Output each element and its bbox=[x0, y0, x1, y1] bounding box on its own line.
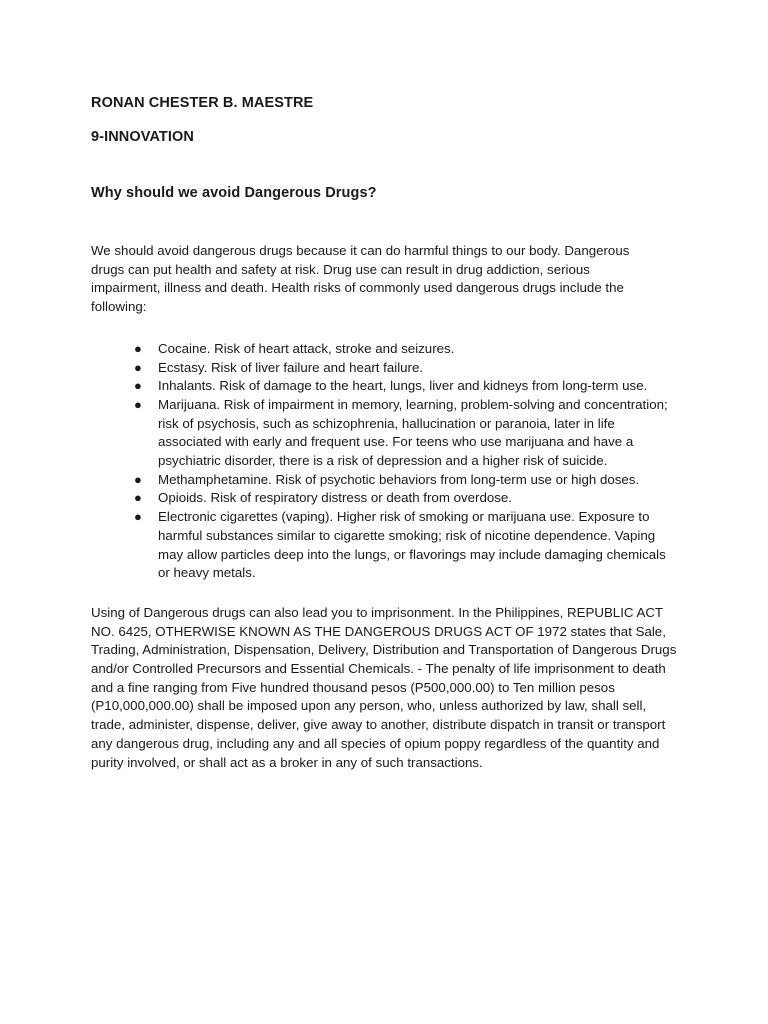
essay-title: Why should we avoid Dangerous Drugs? bbox=[91, 185, 377, 201]
list-item bbox=[91, 359, 681, 378]
drug-risk-list bbox=[91, 340, 681, 583]
list-item bbox=[91, 489, 681, 508]
list-item-text: Marijuana. Risk of impairment in memory, learning, problem-solving and concentration; risk of psychosis, such as schizophrenia, hallucination or paranoia, later in life associated with early and frequent use. For teens who use marijuana and have a psychiatric disorder, there is a risk of depression and a higher risk of suicide. bbox=[158, 396, 668, 469]
document-content bbox=[91, 93, 691, 772]
bullet-icon: ● bbox=[134, 471, 142, 487]
bullet-icon: ● bbox=[134, 490, 142, 506]
list-item bbox=[91, 340, 681, 359]
list-item bbox=[91, 396, 681, 471]
intro-paragraph: We should avoid dangerous drugs because it can do harmful things to our body. Dangerous drugs can put health and safety at risk. Drug use can result in drug addiction, serious impairment, illness and death. Health risks of commonly used dangerous drugs include the following: bbox=[91, 243, 630, 315]
list-item bbox=[91, 377, 681, 396]
list-item-text: Inhalants. Risk of damage to the heart, lungs, liver and kidneys from long-term use. bbox=[158, 378, 648, 394]
bullet-icon: ● bbox=[134, 396, 142, 412]
bullet-icon: ● bbox=[134, 359, 142, 375]
law-paragraph: Using of Dangerous drugs can also lead you to imprisonment. In the Philippines, REPUBLIC ACT NO. 6425, OTHERWISE KNOWN AS THE DANGEROUS DRUGS ACT OF 1972 states that Sale, Trading, Administration, Dispensation, Delivery, Distribution and Transportation of Dangerous Drugs and/or Controlled Precursors and Essential Chemicals. - The penalty of life imprisonment to death and a fine ranging from Five hundred thousand pesos (P500,000.00) to Ten million pesos (P10,000,000.00) shall be imposed upon any person, who, unless authorized by law, shall sell, trade, administer, dispense, deliver, give away to another, distribute dispatch in transit or transport any dangerous drug, including any and all species of opium poppy regardless of the quantity and purity involved, or shall act as a broker in any of such transactions. bbox=[91, 604, 677, 770]
bullet-icon: ● bbox=[134, 340, 142, 356]
list-item bbox=[91, 471, 681, 490]
bullet-icon: ● bbox=[134, 378, 142, 394]
bullet-icon: ● bbox=[134, 509, 142, 525]
class-section: 9-INNOVATION bbox=[91, 129, 194, 145]
list-item-text: Cocaine. Risk of heart attack, stroke and seizures. bbox=[158, 340, 455, 356]
list-item-text: Methamphetamine. Risk of psychotic behaviors from long-term use or high doses. bbox=[158, 471, 640, 487]
author-name: RONAN CHESTER B. MAESTRE bbox=[91, 95, 314, 111]
list-item bbox=[91, 508, 681, 583]
list-item-text: Electronic cigarettes (vaping). Higher risk of smoking or marijuana use. Exposure to harmful substances similar to cigarette smoking; risk of nicotine dependence. Vaping may allow particles deep into the lungs, or flavorings may include damaging chemicals or heavy metals. bbox=[158, 509, 666, 581]
list-item-text: Ecstasy. Risk of liver failure and heart failure. bbox=[158, 359, 424, 375]
list-item-text: Opioids. Risk of respiratory distress or death from overdose. bbox=[158, 490, 512, 506]
